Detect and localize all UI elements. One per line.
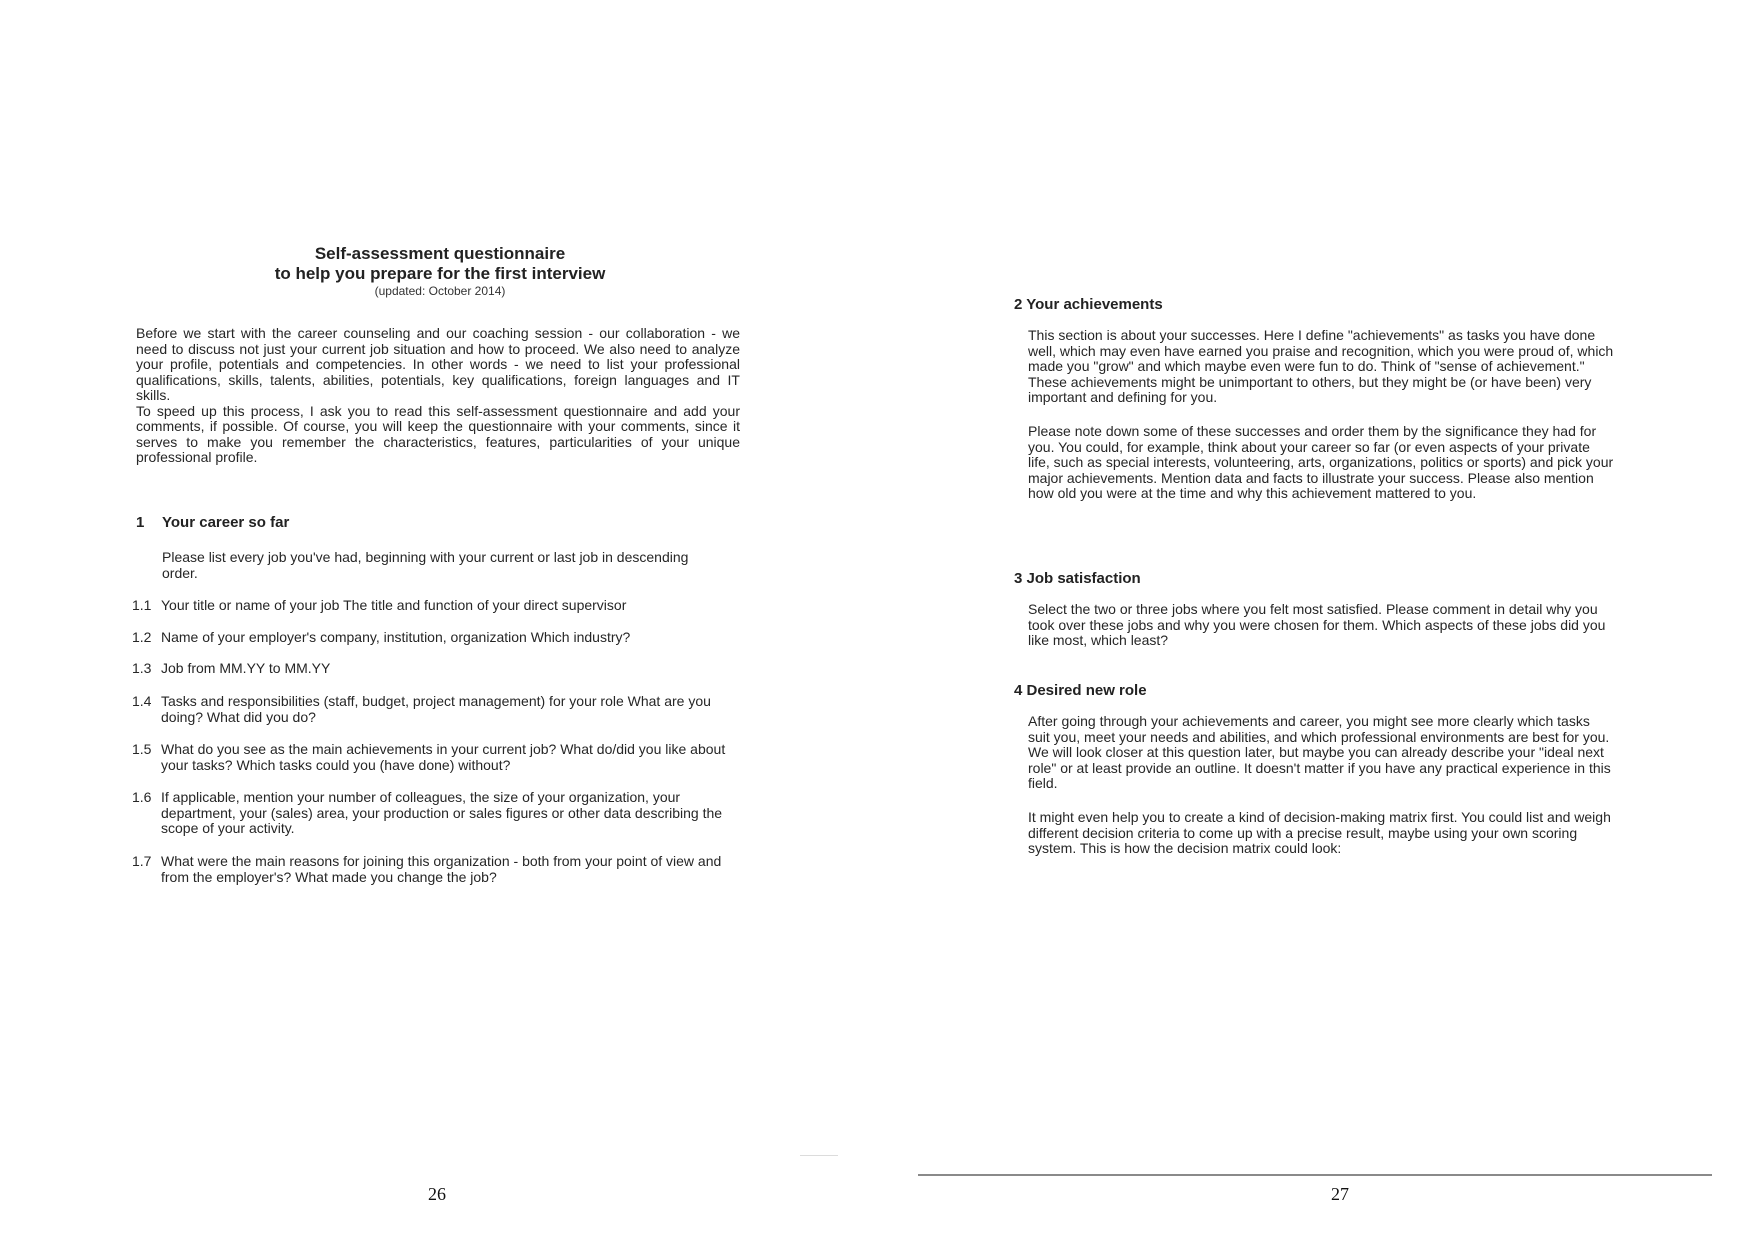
list-item [132, 742, 752, 773]
item-number: 1.5 [132, 741, 152, 757]
item-text: What do you see as the main achievements in your current job? What do/did you like about your tasks? Which tasks could you (have done) without? [161, 741, 726, 773]
item-number: 1.7 [132, 853, 152, 869]
questionnaire-title: Self-assessment questionnaire [314, 244, 566, 263]
item-text: Your title or name of your job The title and function of your direct supervisor [161, 597, 627, 613]
list-item [132, 790, 752, 837]
questionnaire-subtitle: to help you prepare for the first interview [274, 264, 606, 283]
section-2-paragraph-2: Please note down some of these successes and order them by the significance they had for you. You could, for example, think about your career so far (or even aspects of your private life, such as special interests, volunteering, arts, organizations, politics or sports) and pick your major achievements. Mention data and facts to illustrate your success. Please also mention how old you were at the time and why this achievement mattered to you. [1028, 423, 1614, 501]
section-1-intro: Please list every job you've had, beginning with your current or last job in descending order. [162, 549, 689, 581]
footer-rule [918, 1174, 1712, 1176]
intro-paragraph-2: To speed up this process, I ask you to read this self-assessment questionnaire and add your comments, if possible. Of course, you will keep the questionnaire with your comments, since it serves to make you remember the characteristics, features, particularities of your unique professional profile. [136, 402, 740, 465]
section-1-heading [136, 514, 289, 532]
item-text: What were the main reasons for joining this organization - both from your point of view and from the employer's? What made you change the job? [161, 853, 722, 885]
item-text: Name of your employer's company, institution, organization Which industry? [161, 629, 631, 645]
updated-note: (updated: October 2014) [374, 284, 506, 298]
section-4-paragraph-1: After going through your achievements and career, you might see more clearly which tasks suit you, meet your needs and abilities, and which professional environments are best for you. We will look closer at this question later, but maybe you can already describe your "ideal next role" or at least provide an outline. It doesn't matter if you have any practical experience in this field. [1028, 713, 1611, 791]
list-item [132, 694, 752, 725]
section-2-heading: 2 Your achievements [1014, 296, 1163, 313]
section-1-title: Your career so far [162, 514, 290, 531]
right-page [874, 0, 1748, 1240]
item-number: 1.4 [132, 693, 152, 709]
section-3-paragraph-1: Select the two or three jobs where you felt most satisfied. Please comment in detail why you took over these jobs and why you were chosen for them. Which aspects of these jobs did you like most, which least? [1028, 601, 1606, 648]
item-text: Job from MM.YY to MM.YY [161, 660, 331, 676]
list-item [132, 630, 752, 646]
list-item [132, 854, 752, 885]
item-text: If applicable, mention your number of colleagues, the size of your organization, your department, your (sales) area, your production or sales figures or other data describing the scope of your activity. [161, 789, 723, 836]
item-text: Tasks and responsibilities (staff, budget, project management) for your role What are you doing? What did you do? [161, 693, 711, 725]
item-number: 1.1 [132, 597, 152, 613]
scan-divider-mark [800, 1155, 838, 1156]
item-number: 1.6 [132, 789, 152, 805]
intro-paragraph-1: Before we start with the career counseling and our coaching session - our collaboration - we need to discuss not just your current job situation and how to proceed. We also need to analyze your profile, potentials and competencies. In other words - we need to list your professional qualifications, skills, talents, abilities, potentials, key qualifications, foreign languages and IT skills. [136, 325, 740, 403]
section-1-number: 1 [136, 514, 145, 531]
section-2-paragraph-1: This section is about your successes. Here I define "achievements" as tasks you have done well, which may even have earned you praise and recognition, which you were proud of, which made you "grow" and which maybe even were fun to do. Think of "sense of achievement." These achievements might be unimportant to others, but they might be (or have been) very important and defining for you. [1028, 327, 1614, 405]
intro-text [136, 326, 740, 466]
page-number-right: 27 [1331, 1184, 1349, 1204]
questionnaire-title-block [130, 244, 750, 298]
page-number-left: 26 [428, 1184, 446, 1204]
section-3-heading: 3 Job satisfaction [1014, 570, 1141, 587]
list-item [132, 598, 752, 614]
section-4-paragraph-2: It might even help you to create a kind of decision-making matrix first. You could list and weigh different decision criteria to come up with a precise result, maybe using your own scoring system. This is how the decision matrix could look: [1028, 809, 1611, 856]
section-4-heading: 4 Desired new role [1014, 682, 1147, 699]
list-item [132, 661, 752, 677]
item-number: 1.2 [132, 629, 152, 645]
item-number: 1.3 [132, 660, 152, 676]
